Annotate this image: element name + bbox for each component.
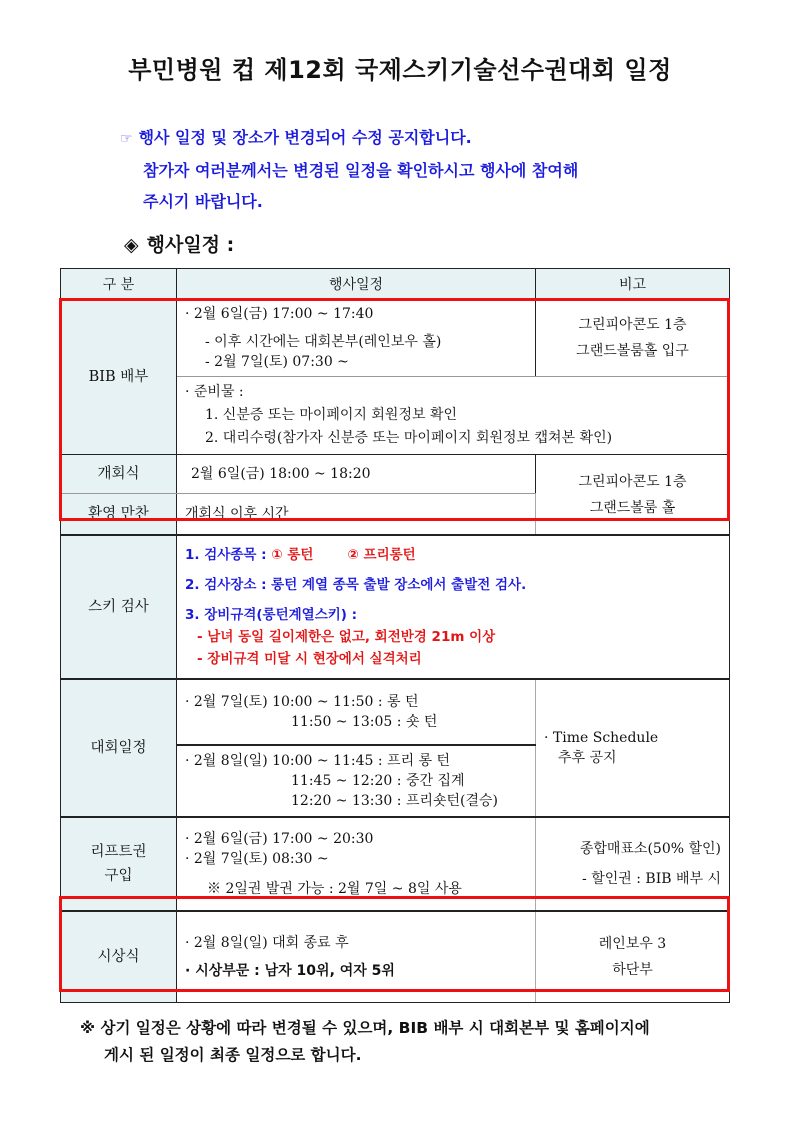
category-bib: BIB 배부 <box>61 300 177 455</box>
bib-location: 그린피아콘도 1층 그랜드볼룸홀 입구 <box>536 300 730 377</box>
opening-location: 그린피아콘도 1층 그랜드볼룸 홀 <box>536 455 730 536</box>
category-ski-check: 스키 검사 <box>61 535 177 679</box>
category-reception: 환영 만찬 <box>61 494 177 536</box>
section-label: 행사일정 : <box>146 234 235 256</box>
table-row-lift <box>61 817 730 911</box>
pointing-hand-icon: ☞ <box>120 131 133 147</box>
notice-line: 주시기 바랍니다. <box>143 192 263 211</box>
diamond-bullet-icon: ◈ <box>124 234 139 256</box>
reception-schedule: 개회식 이후 시간 <box>177 494 536 536</box>
lift-note: 종합매표소(50% 할인) - 할인권 : BIB 배부 시 <box>536 817 730 911</box>
footer-remark: ※ 상기 일정은 상황에 따라 변경될 수 있으며, BIB 배부 시 대회본부 및 홈페이지에 게시 된 일정이 최종 일정으로 합니다. <box>80 1019 650 1064</box>
competition-day1: · 2월 7일(토) 10:00 ~ 11:50 : 롱 턴 11:50 ~ 13:05 : 숏 턴 <box>177 679 536 745</box>
category-opening: 개회식 <box>61 455 177 494</box>
bib-schedule: · 2월 6일(금) 17:00 ~ 17:40 - 이후 시간에는 대회본부(레인보우 홀) - 2월 7일(토) 07:30 ~ <box>177 300 536 377</box>
ski-check-details: 1. 검사종목 : ① 롱턴 ② 프리롱턴 2. 검사장소 : 롱턴 계열 종목 출발 장소에서 출발전 검사. 3. 장비규격(롱턴계열스키) : - 남녀 동일 길이제한은 없고, 회전반경 21m 이상 - 장비규격 미달 시 현장에서 실격처리 <box>177 535 730 679</box>
award-location: 레인보우 3 하단부 <box>536 911 730 1003</box>
notice-line: 참가자 여러분께서는 변경된 일정을 확인하시고 행사에 참여해 <box>143 161 579 180</box>
category-award: 시상식 <box>61 911 177 1003</box>
bib-preparation: · 준비물 : 1. 신분증 또는 마이페이지 회원정보 확인 2. 대리수령(참가자 신분증 또는 마이페이지 회원정보 캡쳐본 확인) <box>177 377 730 455</box>
section-heading <box>124 230 234 257</box>
table-header-row <box>61 269 730 300</box>
table-row-award <box>61 911 730 1003</box>
lift-schedule: · 2월 6일(금) 17:00 ~ 20:30 · 2월 7일(토) 08:30 ~ ※ 2일권 발권 가능 : 2월 7일 ~ 8일 사용 <box>177 817 536 911</box>
category-competition: 대회일정 <box>61 679 177 817</box>
notice-line: 행사 일정 및 장소가 변경되어 수정 공지합니다. <box>138 128 472 147</box>
header-schedule: 행사일정 <box>177 269 536 300</box>
document-title: 부민병원 컵 제12회 국제스키기술선수권대회 일정 <box>128 56 672 84</box>
header-note: 비고 <box>536 269 730 300</box>
table-row-bib <box>61 300 730 377</box>
change-notice <box>120 122 578 217</box>
table-row-opening <box>61 455 730 494</box>
event-schedule-table <box>60 268 730 1003</box>
category-lift: 리프트권 구입 <box>61 817 177 911</box>
competition-day2: · 2월 8일(일) 10:00 ~ 11:45 : 프리 롱 턴 11:45 ~ 12:20 : 중간 집계 12:20 ~ 13:30 : 프리숏턴(결승) <box>177 745 536 817</box>
opening-schedule: 2월 6일(금) 18:00 ~ 18:20 <box>177 455 536 494</box>
table-row-ski-check <box>61 535 730 679</box>
award-schedule: · 2월 8일(일) 대회 종료 후 · 시상부문 : 남자 10위, 여자 5위 <box>177 911 536 1003</box>
table-row-competition <box>61 679 730 745</box>
competition-note: · Time Schedule 추후 공지 <box>536 679 730 817</box>
header-category: 구 분 <box>61 269 177 300</box>
